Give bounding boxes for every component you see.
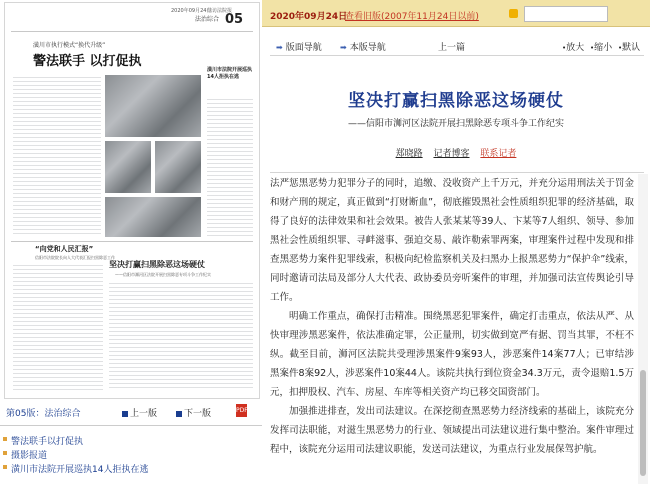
reporter-blog-link[interactable]: 记者博客: [433, 149, 470, 159]
date-bar: [262, 0, 650, 27]
page-name: 第05版：法治综合: [6, 409, 81, 419]
this-page-nav-link[interactable]: ➡ 本版导航: [340, 43, 386, 53]
article-list-item[interactable]: 警法联手以打促执: [0, 432, 262, 446]
arrow-right-icon: ➡: [340, 43, 347, 52]
prev-arrow-icon: [122, 411, 128, 417]
article-title: 坚决打赢扫黑除恶这场硬仗: [348, 91, 564, 111]
bullet-icon: [3, 437, 7, 441]
zoom-in-button[interactable]: •放大: [562, 43, 585, 53]
article-list: [0, 425, 262, 474]
contact-reporter-link[interactable]: 联系记者: [480, 149, 517, 159]
thumb-mid-head: “向党和人民汇报”: [35, 245, 94, 253]
date-input[interactable]: [524, 6, 608, 22]
old-edition-link[interactable]: 查看旧版(2007年11月24日以前): [345, 12, 479, 22]
thumb-photo-3: [155, 141, 201, 193]
thumb-header-date: 2020年09月24日: [171, 8, 212, 14]
article-list-item[interactable]: 摄影报道: [0, 446, 262, 460]
page-thumbnail[interactable]: [4, 2, 260, 399]
left-panel: [0, 0, 262, 484]
thumb-kicker: 潢川市执行模式“换代升级”: [33, 42, 106, 49]
thumb-photo-2: [105, 141, 151, 193]
zoom-out-button[interactable]: •缩小: [590, 43, 613, 53]
zoom-out-icon: •: [590, 44, 595, 52]
bullet-icon: [3, 465, 7, 469]
next-arrow-icon: [176, 411, 182, 417]
thumb-photo-4: [105, 197, 201, 237]
pdf-icon[interactable]: PDF: [236, 404, 247, 417]
vertical-scrollbar[interactable]: [638, 174, 648, 484]
article-paragraph: 加强推进排查，发出司法建议。在深挖彻查黑恶势力经济线索的基础上，该院充分发挥司法职能，对滋生黑恶势力的行业、领域提出司法建议进行集中整治。案件审理过程中，该院充分运用司法建议职能，发送司法建议，为重点行业发展保驾护航。: [270, 406, 634, 455]
thumb-side-head: 潢川市法院开展巡执14人拒执在逃: [207, 67, 253, 80]
thumb-big-head: 坚决打赢扫黑除恶这场硬仗: [109, 260, 205, 269]
thumb-headline: 警法联手 以打促执: [33, 54, 142, 69]
default-icon: •: [618, 44, 623, 52]
article-subtitle: ——信阳市浉河区法院开展扫黑除恶专项斗争工作纪实: [347, 119, 564, 129]
article-header: [262, 60, 650, 168]
byline: [262, 146, 650, 159]
thumb-paper-name: 信访法院报: [207, 8, 233, 14]
next-page-link[interactable]: 下一版: [176, 406, 211, 419]
thumb-sub-head: ——信阳市浉河区法院开展扫黑除恶专项斗争工作纪实: [115, 272, 211, 277]
nav-bar: [262, 36, 650, 52]
prev-page-link[interactable]: 上一版: [122, 406, 157, 419]
arrow-right-icon: ➡: [276, 43, 283, 52]
thumb-page-num: 05: [225, 12, 244, 27]
article-paragraph: 法严惩黑恶势力犯罪分子的同时，追缴、没收资产上千万元，并充分运用刑法关于罚金和财产刑的规定，真正做到“打财断血”，彻底摧毁黑社会性质组织犯罪的经济基础，取得了良好的法律效果和社会效果。被告人张某某等39人、卞某等7人组织、领导、参加黑社会性质组织罪、寻衅滋事、强迫交易、敲诈勒索罪两案，审理案件过程中发现和排查黑恶势力案件犯罪线索，积极向纪检监察机关及扫黑办上报黑恶势力“保护伞”线索，同时邀请司法局及部分人大代表、政协委员旁听案件的审理，并加强司法宣传舆论引导工作。: [270, 178, 634, 303]
page-nav-link[interactable]: ➡ 版面导航: [276, 43, 322, 53]
article-list-item[interactable]: 潢川市法院开展巡执14人拒执在逃: [0, 460, 262, 474]
prev-article-link[interactable]: 上一篇: [438, 43, 466, 53]
scrollbar-thumb[interactable]: [640, 370, 646, 476]
divider: [270, 55, 644, 56]
calendar-icon[interactable]: [509, 9, 518, 18]
edition-date: 2020年09月24日: [270, 12, 348, 22]
default-size-button[interactable]: •默认: [618, 43, 641, 53]
divider: [270, 172, 644, 173]
author-link[interactable]: 郑晓路: [395, 149, 423, 159]
thumb-mid-sub: 信阳市法院院长向人大代表汇报扫黑除恶工作: [35, 255, 115, 260]
article-paragraph: 明确工作重点，确保打击精准。围绕黑恶犯罪案件，确定打击重点，依法从严、从快审理涉黑恶案件，依法准确定罪，公正量刑，切实做到宽严有据、罚当其罪，不枉不纵。截至目前，浉河区法院共受理涉黑案件9案93人，涉恶案件14案77人；已审结涉黑案件8案92人，涉恶案件10案44人。该院共执行到位资金34.3万元，责令退赔1.5万元，扣押股权、汽车、房屋、车库等相关资产均已移交国资部门。: [270, 311, 634, 398]
bullet-icon: [3, 451, 7, 455]
thumb-page-label: 法治综合: [195, 16, 220, 23]
page-bar: [4, 402, 258, 420]
zoom-in-icon: •: [562, 44, 567, 52]
thumb-photo-1: [105, 75, 201, 137]
article-body: [270, 174, 634, 484]
